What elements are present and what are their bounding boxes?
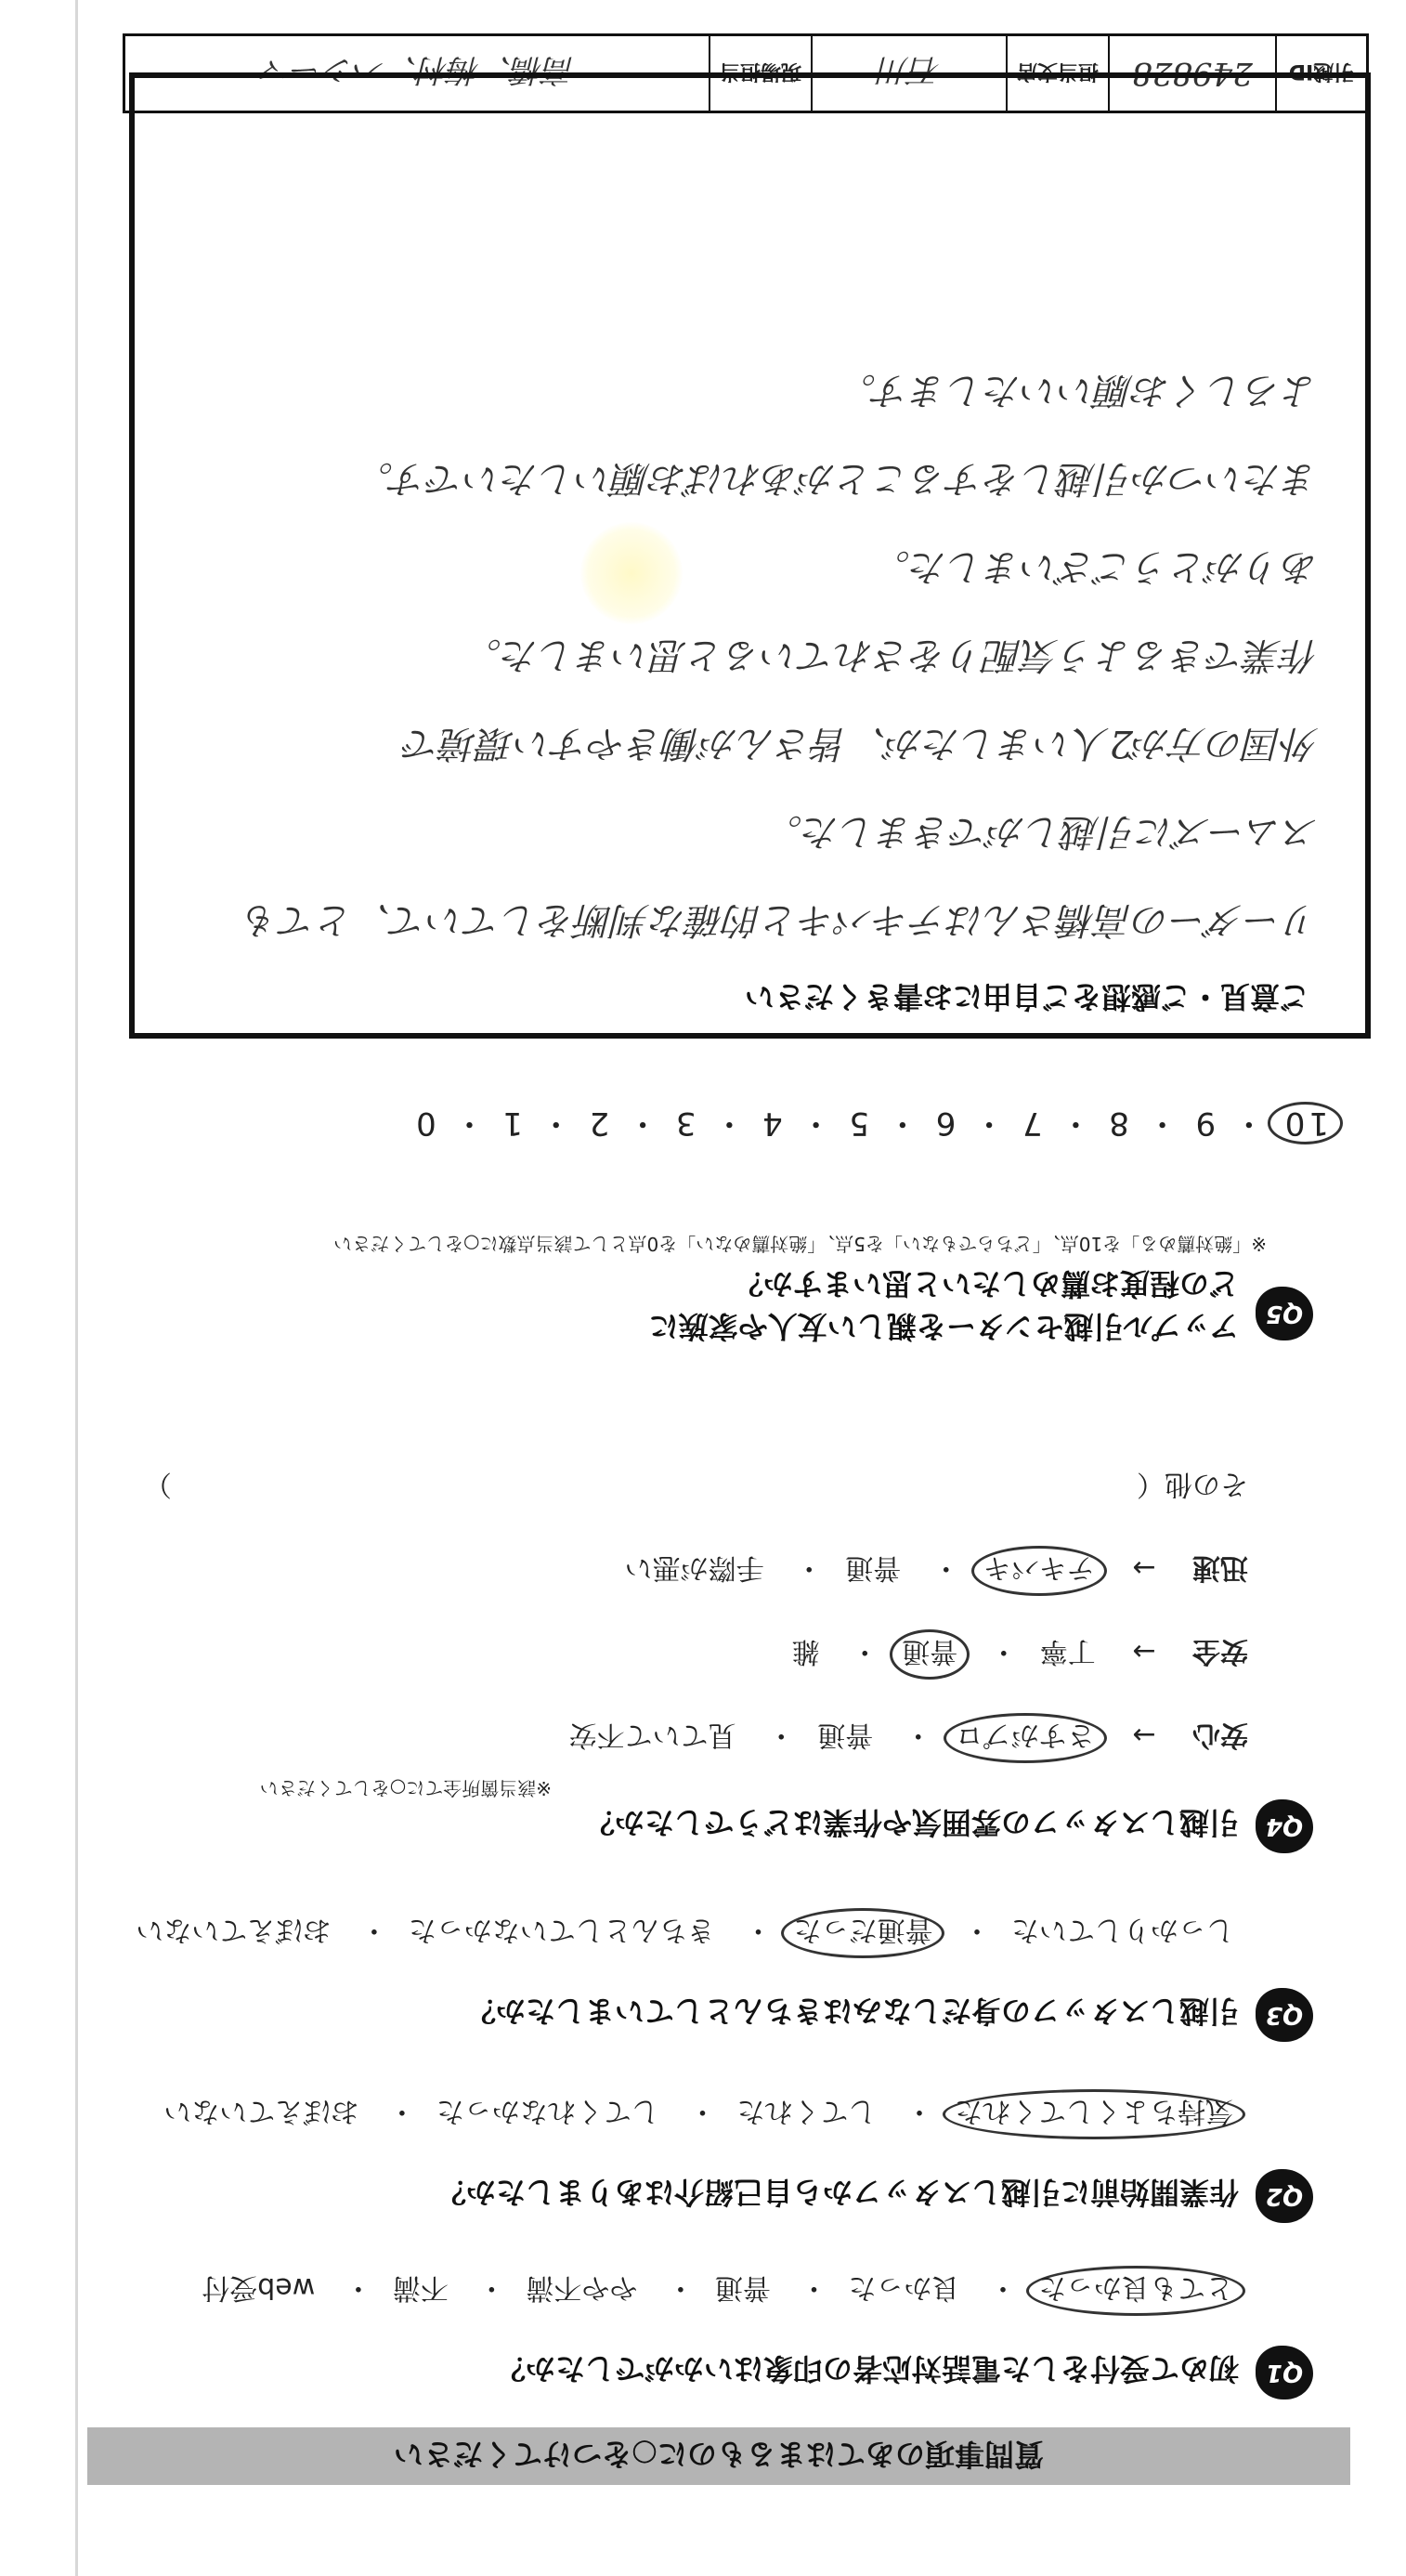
q4-row-anzen: 安全 → 丁寧・ 普通・ 雑 <box>792 1634 1248 1675</box>
q4-row-3-option-3[interactable]: 手際が悪い <box>624 1551 764 1584</box>
q5-score-1[interactable]: 1 <box>499 1105 523 1142</box>
q1-options: とても良かった・ 良かった・ 普通・ やや不満・ 不満・ web受付 <box>202 2270 1234 2311</box>
q5-text-line-2: どの程度お薦めしたいと思いますか？ <box>733 1266 1239 1301</box>
q4-row-1-option-2[interactable]: 普通 <box>817 1719 874 1751</box>
q3-option-4[interactable]: おぼえていない <box>136 1914 332 1946</box>
q3-badge-icon: Q3 <box>1256 1988 1313 2042</box>
q4-row-jinsoku: 迅速 → テキパキ・ 普通・ 手際が悪い <box>625 1550 1248 1591</box>
q5-text-line-1: アップル引越センターを親しい友人や家族に <box>648 1309 1239 1344</box>
q5-score-4[interactable]: 4 <box>759 1105 783 1142</box>
yellow-highlight-mark <box>580 522 683 624</box>
q4-row-1-label: 安心 <box>1192 1719 1248 1751</box>
q1-option-6[interactable]: web受付 <box>202 2271 316 2304</box>
q2-option-2[interactable]: してくれた <box>736 2095 877 2127</box>
q1-badge-icon: Q1 <box>1256 2346 1313 2399</box>
comment-line-4: 作業できるよう気配りをされていると思いました。 <box>464 634 1319 676</box>
comment-line-7: よろしくお願いいたします。 <box>839 369 1319 412</box>
q2-option-4[interactable]: おぼえていない <box>163 2095 359 2127</box>
q4-row-2-label: 安全 <box>1192 1635 1248 1667</box>
crew-value: 高橋、梅村、ハシーマ <box>259 51 575 89</box>
scan-edge <box>75 0 78 2576</box>
q1-option-5[interactable]: 不満 <box>392 2271 449 2304</box>
q2-option-1-selected[interactable]: 気持ちよくしてくれた <box>943 2089 1245 2139</box>
q5-score-0[interactable]: 0 <box>412 1105 436 1142</box>
comment-line-3: 外国の方が2人いましたが、皆さんが働きやすい環境で <box>403 722 1319 765</box>
q4-row-2-option-2-selected[interactable]: 普通 <box>890 1629 970 1680</box>
q4-row-3-option-1-selected[interactable]: テキパキ <box>971 1546 1107 1596</box>
branch-label: 担当支店 <box>1017 59 1100 84</box>
q4-row-1-option-1-selected[interactable]: さすがプロ <box>944 1713 1107 1763</box>
q5-scale: 10 ・ 9 ・ 8 ・ 7 ・ 6 ・ 5 ・ 4 ・ 3 ・ 2 ・ 1 ・ 0 <box>412 1104 1332 1149</box>
q3-option-2-selected[interactable]: 普通だった <box>781 1908 944 1958</box>
arrow-right-icon: → <box>1132 1719 1156 1751</box>
comment-line-5: ありがとうございました。 <box>873 545 1319 588</box>
q5-score-9[interactable]: 9 <box>1191 1105 1217 1142</box>
q5-score-10-selected[interactable]: 10 <box>1268 1102 1343 1144</box>
q1-option-3[interactable]: 普通 <box>714 2271 771 2304</box>
q4-row-2-option-3[interactable]: 雑 <box>791 1635 820 1667</box>
id-label: 引越ID <box>1288 59 1355 84</box>
branch-value: 石川 <box>878 51 941 89</box>
q2-badge-icon: Q2 <box>1256 2169 1313 2223</box>
id-value: 249828 <box>1132 55 1253 92</box>
arrow-right-icon: → <box>1132 1551 1156 1584</box>
q4-other-close: ） <box>143 1468 172 1500</box>
q2-option-3[interactable]: してくれなかった <box>436 2095 659 2127</box>
q4-other <box>144 1467 1248 1508</box>
q5-score-5[interactable]: 5 <box>845 1105 870 1142</box>
q4-other-label: その他（ <box>1137 1468 1248 1500</box>
q3-option-3[interactable]: きちんとしていなかった <box>408 1914 715 1946</box>
q2-text: 作業開始前に引越しスタッフから自己紹介はありましたか？ <box>436 2175 1239 2210</box>
q4-row-1-option-3[interactable]: 見ていて不安 <box>568 1719 736 1751</box>
comment-line-6: またいつか引越しをすることがあればお願いしたいです。 <box>356 457 1319 500</box>
comment-line-1: リーダーの高橋さんはテキパキと的確な判断をしていて、とても <box>241 898 1319 941</box>
q5-score-8[interactable]: 8 <box>1105 1105 1129 1142</box>
comment-box[interactable] <box>129 72 1371 1039</box>
q3-option-1[interactable]: しっかりしていた <box>1011 1914 1234 1946</box>
comment-title: ご意見・ご感想をご自由にお書きください <box>744 979 1309 1014</box>
q1-option-1-selected[interactable]: とても良かった <box>1026 2266 1245 2316</box>
q1-option-4[interactable]: やや不満 <box>526 2271 638 2304</box>
q4-row-3-option-2[interactable]: 普通 <box>845 1551 902 1584</box>
q5-score-6[interactable]: 6 <box>931 1105 957 1142</box>
q5-score-3[interactable]: 3 <box>671 1105 696 1142</box>
q5-score-2[interactable]: 2 <box>585 1105 610 1142</box>
q4-badge-icon: Q4 <box>1256 1799 1313 1853</box>
q4-text: 引越しスタッフの雰囲気や作業はどうでしたか？ <box>584 1805 1239 1840</box>
arrow-right-icon: → <box>1132 1635 1156 1667</box>
q4-row-anshin: 安心 → さすがプロ・ 普通・ 見ていて不安 <box>569 1718 1248 1759</box>
q4-row-2-option-1[interactable]: 丁寧 <box>1039 1635 1096 1667</box>
comment-line-2: スムーズに引越しができました。 <box>765 810 1319 853</box>
q5-note: ※「絶対薦める」を10点、「どちらでもない」を5点、「絶対薦めない」を0点として該当点数に○をしてください <box>333 1233 1267 1255</box>
q4-note: ※該当箇所全てに○をしてください <box>259 1777 552 1799</box>
q5-score-7[interactable]: 7 <box>1018 1105 1043 1142</box>
q5-badge-icon: Q5 <box>1256 1287 1313 1340</box>
crew-label: 現場担当 <box>720 59 802 84</box>
q4-row-3-label: 迅速 <box>1192 1551 1248 1584</box>
q1-text: 初めて受付をした電話対応者の印象はいかがでしたか？ <box>495 2351 1239 2386</box>
instruction-banner: 質問事項のあてはまるものに○をつけてください <box>87 2427 1350 2485</box>
q2-options: 気持ちよくしてくれた・ してくれた・ してくれなかった・ おぼえていない <box>163 2094 1234 2135</box>
q3-text: 引越しスタッフの身だしなみはきちんとしていましたか？ <box>465 1994 1239 2029</box>
q3-options: しっかりしていた・ 普通だった・ きちんとしていなかった・ おぼえていない <box>136 1913 1234 1954</box>
q1-option-2[interactable]: 良かった <box>848 2271 960 2304</box>
